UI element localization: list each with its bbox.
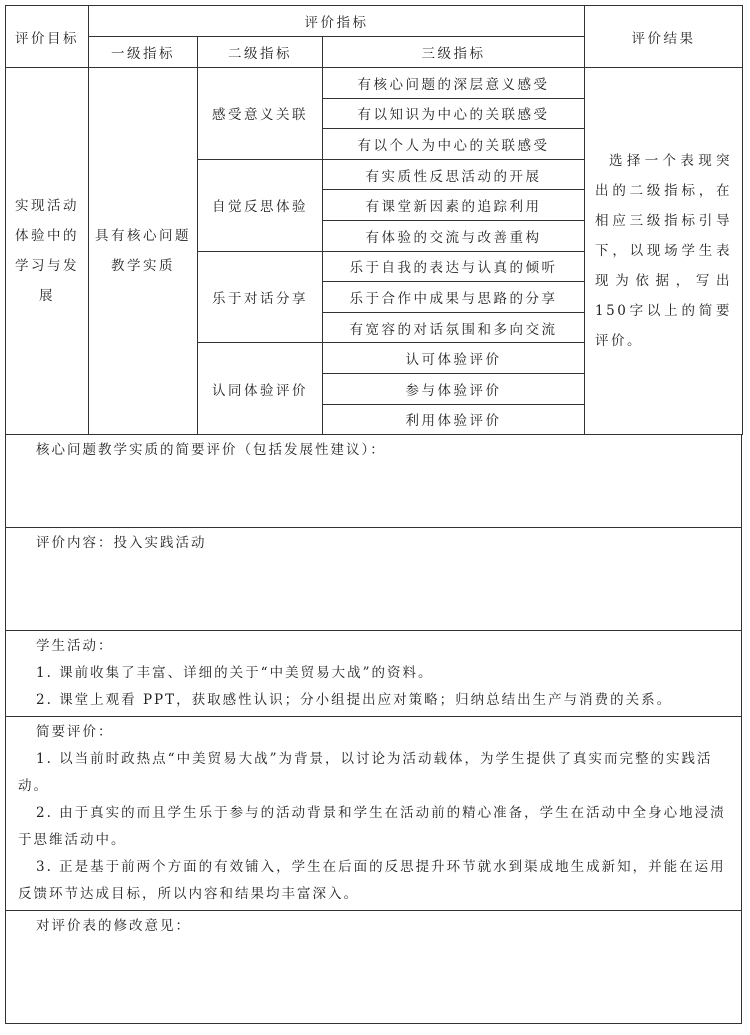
- header-goal: 评价目标: [6, 6, 89, 68]
- review-item: 2. 由于真实的而且学生乐于参与的活动背景和学生在活动前的精心准备，学生在活动中全身心地浸渍于思维活动中。: [18, 805, 726, 849]
- level3-indicator: 有课堂新因素的追踪利用: [323, 190, 585, 221]
- level2-indicator: 乐于对话分享: [198, 251, 323, 343]
- revision-label: 对评价表的修改意见：: [36, 918, 191, 935]
- level3-indicator: 有实质性反思活动的开展: [323, 159, 585, 190]
- level3-indicator: 有宽容的对话氛围和多向交流: [323, 312, 585, 343]
- header-result: 评价结果: [585, 6, 743, 68]
- level3-indicator: 乐于自我的表达与认真的倾听: [323, 251, 585, 282]
- brief-review-title: 简要评价：: [36, 724, 114, 741]
- level3-indicator: 有体验的交流与改善重构: [323, 220, 585, 251]
- evaluation-form: [5, 5, 742, 1024]
- evaluation-result-instructions: 选择一个表现突出的二级指标，在相应三级指标引导下，以现场学生表现为依据，写出150字以上的简要评价。: [585, 68, 743, 435]
- student-activity-title: 学生活动：: [36, 638, 114, 655]
- level3-indicator: 参与体验评价: [323, 373, 585, 404]
- level2-indicator: 感受意义关联: [198, 68, 323, 160]
- level3-indicator: 认可体验评价: [323, 343, 585, 374]
- level3-indicator: 乐于合作中成果与思路的分享: [323, 282, 585, 313]
- evaluation-content-section: [5, 528, 742, 631]
- level1-indicator: 具有核心问题教学实质: [89, 68, 198, 435]
- level3-indicator: 有核心问题的深层意义感受: [323, 68, 585, 99]
- student-activity-section: [5, 631, 742, 717]
- header-level3: 三级指标: [323, 37, 585, 68]
- activity-item: 2. 课堂上观看 PPT，获取感性认识；分小组提出应对策略；归纳总结出生产与消费的关系。: [36, 692, 673, 709]
- level2-indicator: 自觉反思体验: [198, 159, 323, 251]
- activity-item: 1. 课前收集了丰富、详细的关于“中美贸易大战”的资料。: [36, 665, 434, 682]
- evaluation-table: [5, 5, 743, 435]
- level3-indicator: 利用体验评价: [323, 404, 585, 435]
- revision-section: [5, 911, 742, 1024]
- header-level2: 二级指标: [198, 37, 323, 68]
- review-item: 1. 以当前时政热点“中美贸易大战”为背景，以讨论为活动载体，为学生提供了真实而完整的实践活动。: [18, 751, 713, 795]
- evaluation-content-label: 评价内容：投入实践活动: [36, 535, 207, 552]
- evaluation-goal: 实现活动体验中的学习与发展: [6, 68, 89, 435]
- header-indicators: 评价指标: [89, 6, 585, 37]
- header-level1: 一级指标: [89, 37, 198, 68]
- brief-review-section: [5, 717, 742, 911]
- brief-evaluation-label: 核心问题教学实质的简要评价（包括发展性建议）：: [36, 442, 386, 459]
- review-item: 3. 正是基于前两个方面的有效铺入，学生在后面的反思提升环节就水到渠成地生成新知，并能在运用反馈环节达成目标，所以内容和结果均丰富深入。: [18, 859, 726, 903]
- brief-evaluation-section: [5, 435, 742, 528]
- level2-indicator: 认同体验评价: [198, 343, 323, 435]
- level3-indicator: 有以个人为中心的关联感受: [323, 129, 585, 160]
- level3-indicator: 有以知识为中心的关联感受: [323, 98, 585, 129]
